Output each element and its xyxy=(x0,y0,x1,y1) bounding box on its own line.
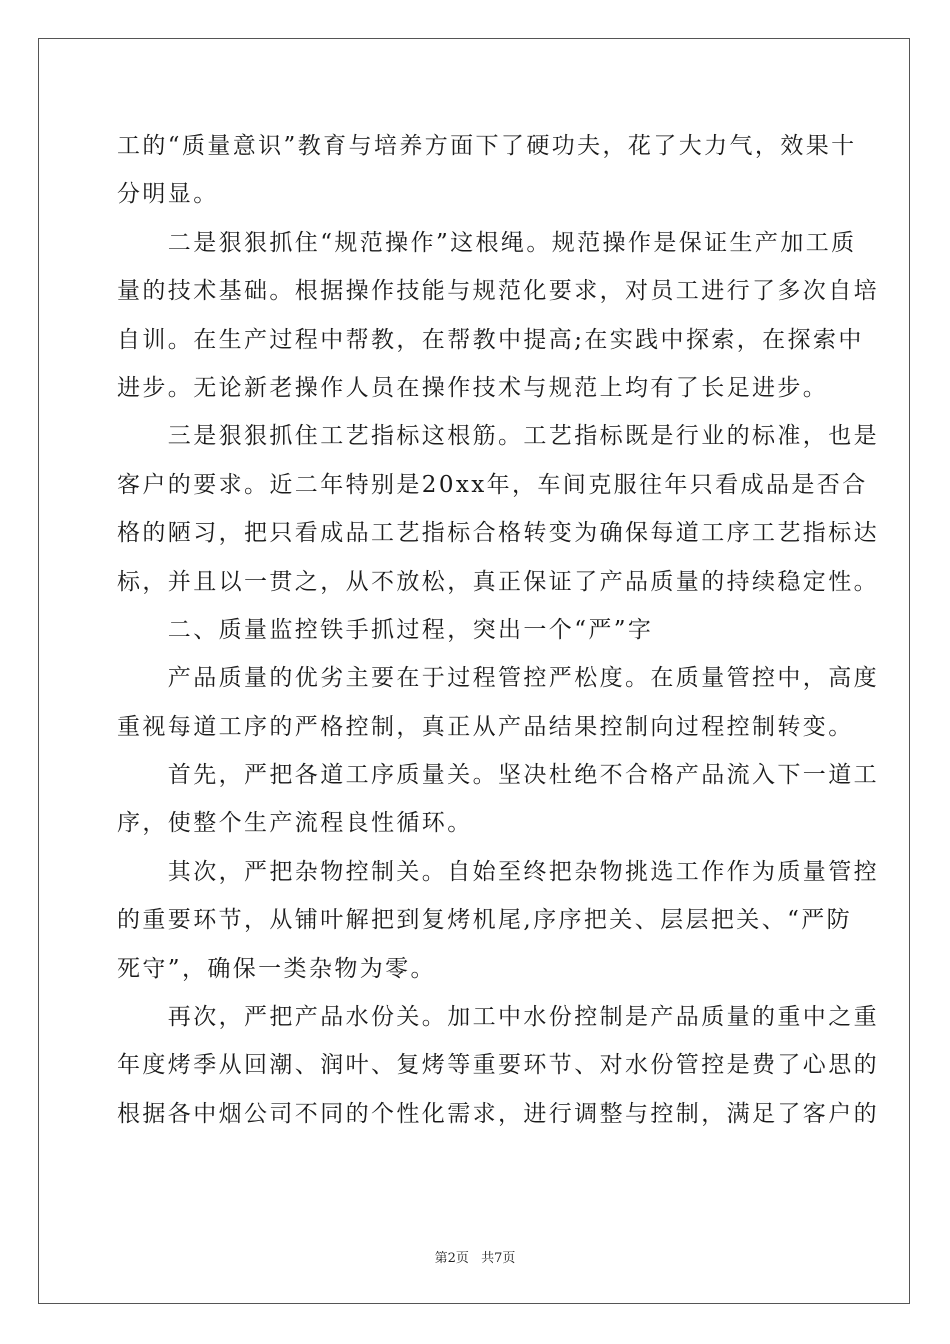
text-line: 其次，严把杂物控制关。自始至终把杂物挑选工作作为质量管控 xyxy=(117,858,879,885)
page-number-current: 第2页 xyxy=(434,1251,469,1266)
text-line: 进步。无论新老操作人员在操作技术与规范上均有了长足进步。 xyxy=(117,374,829,401)
text-line: 再次，严把产品水份关。加工中水份控制是产品质量的重中之重 xyxy=(117,1004,879,1031)
section-heading: 二、质量监控铁手抓过程，突出一个“严”字 xyxy=(117,616,654,643)
text-line: 首先，严把各道工序质量关。坚决杜绝不合格产品流入下一道工 xyxy=(117,762,879,789)
text-line: 二是狠狠抓住“规范操作”这根绳。规范操作是保证生产加工质 xyxy=(117,229,857,256)
text-line: 自训。在生产过程中帮教，在帮教中提高;在实践中探索，在探索中 xyxy=(117,326,864,353)
text-line: 产品质量的优劣主要在于过程管控严松度。在质量管控中，高度 xyxy=(117,665,879,692)
document-body xyxy=(117,122,879,1138)
text-line: 重视每道工序的严格控制，真正从产品结果控制向过程控制转变。 xyxy=(117,713,854,740)
text-line: 标，并且以一贯之，从不放松，真正保证了产品质量的持续稳定性。 xyxy=(117,568,879,595)
text-line: 工的“质量意识”教育与培养方面下了硬功夫，花了大力气，效果十 xyxy=(117,133,857,159)
text-line: 序，使整个生产流程良性循环。 xyxy=(117,810,473,837)
text-line: 量的技术基础。根据操作技能与规范化要求，对员工进行了多次自培 xyxy=(117,278,879,305)
text-line: 根据各中烟公司不同的个性化需求，进行调整与控制，满足了客户的 xyxy=(117,1100,879,1127)
text-line: 的重要环节，从铺叶解把到复烤机尾,序序把关、层层把关、“严防 xyxy=(117,907,853,934)
text-line: 客户的要求。近二年特别是20xx年，车间克服往年只看成品是否合 xyxy=(117,471,868,498)
text-line: 格的陋习，把只看成品工艺指标合格转变为确保每道工序工艺指标达 xyxy=(117,520,879,547)
text-line: 三是狠狠抓住工艺指标这根筋。工艺指标既是行业的标准，也是 xyxy=(117,423,879,450)
text-line: 分明显。 xyxy=(117,181,219,208)
text-line: 年度烤季从回潮、润叶、复烤等重要环节、对水份管控是费了心思的 xyxy=(117,1052,879,1079)
page-footer xyxy=(0,1247,950,1266)
text-line: 死守”，确保一类杂物为零。 xyxy=(117,955,436,982)
page-number-total: 共7页 xyxy=(481,1251,516,1266)
